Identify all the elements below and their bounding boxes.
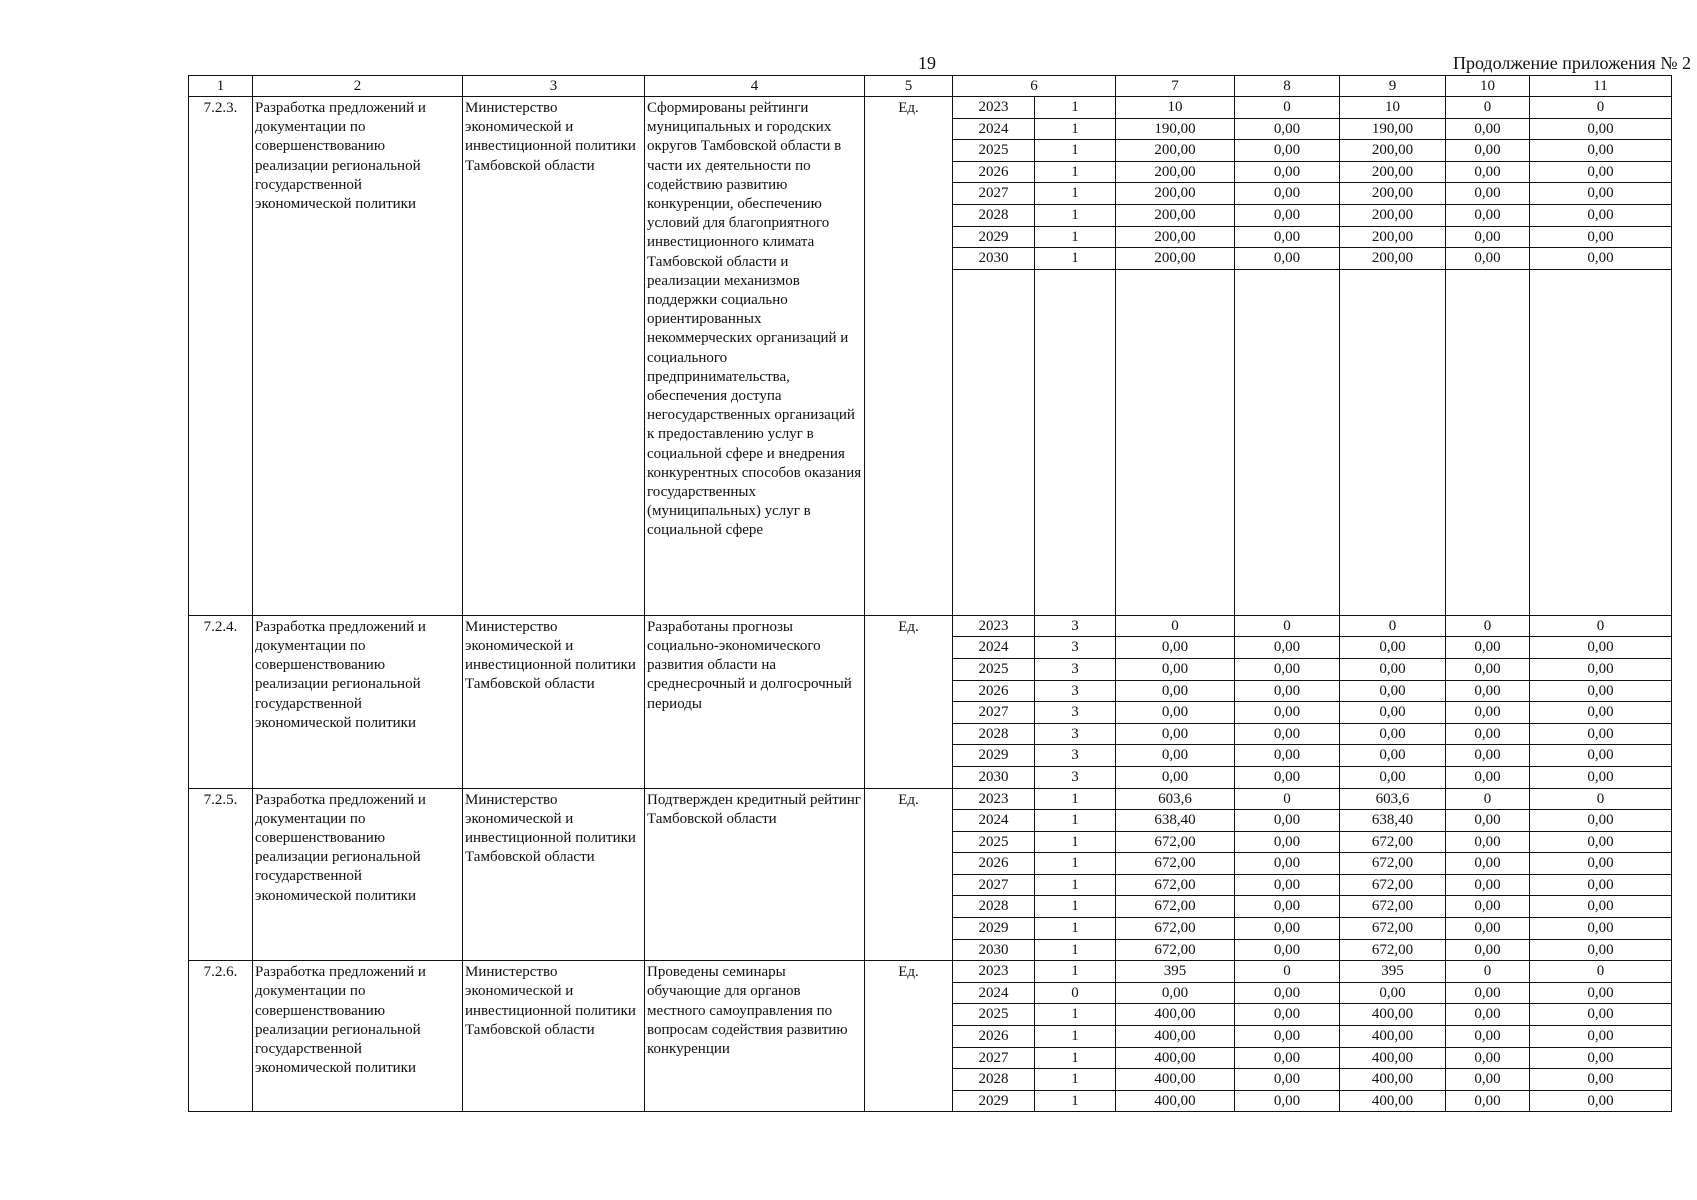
total-amount: 10 bbox=[1116, 97, 1235, 119]
local-budget: 0,00 bbox=[1446, 248, 1530, 270]
other-sources: 0,00 bbox=[1530, 702, 1672, 724]
year: 2030 bbox=[953, 248, 1035, 270]
total-amount: 200,00 bbox=[1116, 140, 1235, 162]
local-budget: 0,00 bbox=[1446, 204, 1530, 226]
other-sources: 0,00 bbox=[1530, 226, 1672, 248]
year: 2026 bbox=[953, 680, 1035, 702]
local-budget: 0,00 bbox=[1446, 1069, 1530, 1091]
indicator-value: 1 bbox=[1035, 183, 1116, 205]
total-amount: 200,00 bbox=[1116, 204, 1235, 226]
other-sources: 0 bbox=[1530, 961, 1672, 983]
other-sources: 0,00 bbox=[1530, 896, 1672, 918]
other-sources: 0,00 bbox=[1530, 874, 1672, 896]
local-budget: 0,00 bbox=[1446, 658, 1530, 680]
regional-budget: 10 bbox=[1340, 97, 1446, 119]
other-sources: 0,00 bbox=[1530, 658, 1672, 680]
regional-budget: 672,00 bbox=[1340, 874, 1446, 896]
indicator-value: 1 bbox=[1035, 1069, 1116, 1091]
program-table bbox=[188, 75, 1672, 1112]
federal-budget: 0,00 bbox=[1235, 680, 1340, 702]
local-budget: 0,00 bbox=[1446, 1047, 1530, 1069]
other-sources: 0,00 bbox=[1530, 723, 1672, 745]
other-sources: 0,00 bbox=[1530, 637, 1672, 659]
indicator-value: 1 bbox=[1035, 874, 1116, 896]
total-amount: 395 bbox=[1116, 961, 1235, 983]
row-number: 7.2.5. bbox=[189, 788, 253, 961]
total-amount: 0,00 bbox=[1116, 982, 1235, 1004]
federal-budget: 0,00 bbox=[1235, 810, 1340, 832]
total-amount: 0,00 bbox=[1116, 723, 1235, 745]
table-row bbox=[189, 788, 1672, 810]
total-amount: 400,00 bbox=[1116, 1090, 1235, 1112]
empty-cell bbox=[1446, 269, 1530, 615]
regional-budget: 672,00 bbox=[1340, 939, 1446, 961]
result-description: Разработаны прогнозы социально-экономического развития области на среднесрочный и долгосрочный периоды bbox=[645, 615, 865, 788]
local-budget: 0,00 bbox=[1446, 702, 1530, 724]
year: 2028 bbox=[953, 723, 1035, 745]
table-row bbox=[189, 615, 1672, 637]
federal-budget: 0,00 bbox=[1235, 918, 1340, 940]
federal-budget: 0,00 bbox=[1235, 118, 1340, 140]
year: 2024 bbox=[953, 118, 1035, 140]
year: 2024 bbox=[953, 810, 1035, 832]
local-budget: 0,00 bbox=[1446, 831, 1530, 853]
regional-budget: 0,00 bbox=[1340, 702, 1446, 724]
row-number: 7.2.4. bbox=[189, 615, 253, 788]
total-amount: 672,00 bbox=[1116, 918, 1235, 940]
federal-budget: 0,00 bbox=[1235, 226, 1340, 248]
column-header: 11 bbox=[1530, 76, 1672, 97]
total-amount: 400,00 bbox=[1116, 1069, 1235, 1091]
local-budget: 0,00 bbox=[1446, 982, 1530, 1004]
unit-of-measure: Ед. bbox=[865, 961, 953, 1112]
column-header: 7 bbox=[1116, 76, 1235, 97]
total-amount: 0 bbox=[1116, 615, 1235, 637]
federal-budget: 0,00 bbox=[1235, 140, 1340, 162]
regional-budget: 395 bbox=[1340, 961, 1446, 983]
regional-budget: 672,00 bbox=[1340, 896, 1446, 918]
other-sources: 0,00 bbox=[1530, 248, 1672, 270]
regional-budget: 0,00 bbox=[1340, 658, 1446, 680]
federal-budget: 0,00 bbox=[1235, 1004, 1340, 1026]
indicator-value: 1 bbox=[1035, 140, 1116, 162]
local-budget: 0,00 bbox=[1446, 896, 1530, 918]
total-amount: 672,00 bbox=[1116, 831, 1235, 853]
year: 2025 bbox=[953, 658, 1035, 680]
local-budget: 0,00 bbox=[1446, 140, 1530, 162]
regional-budget: 0,00 bbox=[1340, 680, 1446, 702]
federal-budget: 0,00 bbox=[1235, 1090, 1340, 1112]
row-number: 7.2.3. bbox=[189, 97, 253, 616]
indicator-value: 1 bbox=[1035, 853, 1116, 875]
total-amount: 672,00 bbox=[1116, 896, 1235, 918]
federal-budget: 0,00 bbox=[1235, 161, 1340, 183]
total-amount: 0,00 bbox=[1116, 745, 1235, 767]
total-amount: 603,6 bbox=[1116, 788, 1235, 810]
result-description: Подтвержден кредитный рейтинг Тамбовской области bbox=[645, 788, 865, 961]
column-header: 4 bbox=[645, 76, 865, 97]
regional-budget: 200,00 bbox=[1340, 226, 1446, 248]
year: 2024 bbox=[953, 637, 1035, 659]
regional-budget: 0,00 bbox=[1340, 723, 1446, 745]
year: 2027 bbox=[953, 874, 1035, 896]
local-budget: 0,00 bbox=[1446, 161, 1530, 183]
federal-budget: 0 bbox=[1235, 615, 1340, 637]
total-amount: 400,00 bbox=[1116, 1026, 1235, 1048]
executor-name: Министерство экономической и инвестиционной политики Тамбовской области bbox=[463, 961, 645, 1112]
regional-budget: 0,00 bbox=[1340, 766, 1446, 788]
other-sources: 0,00 bbox=[1530, 810, 1672, 832]
indicator-value: 1 bbox=[1035, 961, 1116, 983]
indicator-value: 1 bbox=[1035, 161, 1116, 183]
federal-budget: 0,00 bbox=[1235, 702, 1340, 724]
local-budget: 0,00 bbox=[1446, 226, 1530, 248]
column-header: 2 bbox=[253, 76, 463, 97]
total-amount: 0,00 bbox=[1116, 766, 1235, 788]
local-budget: 0,00 bbox=[1446, 939, 1530, 961]
year: 2028 bbox=[953, 204, 1035, 226]
regional-budget: 200,00 bbox=[1340, 204, 1446, 226]
indicator-value: 0 bbox=[1035, 982, 1116, 1004]
federal-budget: 0 bbox=[1235, 97, 1340, 119]
year: 2027 bbox=[953, 702, 1035, 724]
regional-budget: 0,00 bbox=[1340, 637, 1446, 659]
year: 2029 bbox=[953, 745, 1035, 767]
empty-cell bbox=[1116, 269, 1235, 615]
local-budget: 0,00 bbox=[1446, 723, 1530, 745]
column-header: 6 bbox=[953, 76, 1116, 97]
other-sources: 0,00 bbox=[1530, 766, 1672, 788]
regional-budget: 190,00 bbox=[1340, 118, 1446, 140]
local-budget: 0,00 bbox=[1446, 766, 1530, 788]
federal-budget: 0,00 bbox=[1235, 637, 1340, 659]
indicator-value: 1 bbox=[1035, 1026, 1116, 1048]
local-budget: 0,00 bbox=[1446, 810, 1530, 832]
year: 2026 bbox=[953, 853, 1035, 875]
federal-budget: 0,00 bbox=[1235, 723, 1340, 745]
result-description: Проведены семинары обучающие для органов местного самоуправления по вопросам содействия развитию конкуренции bbox=[645, 961, 865, 1112]
federal-budget: 0,00 bbox=[1235, 745, 1340, 767]
empty-cell bbox=[1340, 269, 1446, 615]
federal-budget: 0,00 bbox=[1235, 896, 1340, 918]
federal-budget: 0,00 bbox=[1235, 1026, 1340, 1048]
year: 2027 bbox=[953, 183, 1035, 205]
regional-budget: 0,00 bbox=[1340, 745, 1446, 767]
federal-budget: 0,00 bbox=[1235, 204, 1340, 226]
empty-cell bbox=[1035, 269, 1116, 615]
federal-budget: 0,00 bbox=[1235, 1069, 1340, 1091]
local-budget: 0,00 bbox=[1446, 1026, 1530, 1048]
column-number-row bbox=[189, 76, 1672, 97]
empty-cell bbox=[1235, 269, 1340, 615]
event-name: Разработка предложений и документации по совершенствованию реализации региональной государственной экономической политики bbox=[253, 615, 463, 788]
other-sources: 0,00 bbox=[1530, 853, 1672, 875]
indicator-value: 3 bbox=[1035, 745, 1116, 767]
indicator-value: 3 bbox=[1035, 723, 1116, 745]
federal-budget: 0 bbox=[1235, 788, 1340, 810]
other-sources: 0,00 bbox=[1530, 939, 1672, 961]
empty-cell bbox=[1530, 269, 1672, 615]
local-budget: 0,00 bbox=[1446, 918, 1530, 940]
year: 2023 bbox=[953, 615, 1035, 637]
year: 2025 bbox=[953, 140, 1035, 162]
column-header: 9 bbox=[1340, 76, 1446, 97]
other-sources: 0,00 bbox=[1530, 118, 1672, 140]
indicator-value: 1 bbox=[1035, 1047, 1116, 1069]
column-header: 8 bbox=[1235, 76, 1340, 97]
event-name: Разработка предложений и документации по совершенствованию реализации региональной государственной экономической политики bbox=[253, 961, 463, 1112]
other-sources: 0,00 bbox=[1530, 918, 1672, 940]
indicator-value: 1 bbox=[1035, 1090, 1116, 1112]
year: 2029 bbox=[953, 226, 1035, 248]
local-budget: 0 bbox=[1446, 615, 1530, 637]
table-row bbox=[189, 97, 1672, 119]
other-sources: 0,00 bbox=[1530, 1090, 1672, 1112]
regional-budget: 200,00 bbox=[1340, 248, 1446, 270]
regional-budget: 638,40 bbox=[1340, 810, 1446, 832]
year: 2030 bbox=[953, 939, 1035, 961]
other-sources: 0,00 bbox=[1530, 161, 1672, 183]
indicator-value: 1 bbox=[1035, 788, 1116, 810]
other-sources: 0,00 bbox=[1530, 745, 1672, 767]
total-amount: 200,00 bbox=[1116, 183, 1235, 205]
other-sources: 0,00 bbox=[1530, 680, 1672, 702]
local-budget: 0,00 bbox=[1446, 680, 1530, 702]
indicator-value: 1 bbox=[1035, 204, 1116, 226]
regional-budget: 603,6 bbox=[1340, 788, 1446, 810]
other-sources: 0,00 bbox=[1530, 1069, 1672, 1091]
total-amount: 0,00 bbox=[1116, 702, 1235, 724]
total-amount: 200,00 bbox=[1116, 226, 1235, 248]
other-sources: 0,00 bbox=[1530, 140, 1672, 162]
regional-budget: 200,00 bbox=[1340, 140, 1446, 162]
page-number: 19 bbox=[918, 53, 936, 73]
other-sources: 0 bbox=[1530, 788, 1672, 810]
unit-of-measure: Ед. bbox=[865, 788, 953, 961]
indicator-value: 1 bbox=[1035, 1004, 1116, 1026]
total-amount: 400,00 bbox=[1116, 1047, 1235, 1069]
local-budget: 0 bbox=[1446, 961, 1530, 983]
year: 2029 bbox=[953, 918, 1035, 940]
unit-of-measure: Ед. bbox=[865, 615, 953, 788]
regional-budget: 0,00 bbox=[1340, 982, 1446, 1004]
total-amount: 672,00 bbox=[1116, 853, 1235, 875]
indicator-value: 3 bbox=[1035, 615, 1116, 637]
other-sources: 0,00 bbox=[1530, 831, 1672, 853]
indicator-value: 1 bbox=[1035, 118, 1116, 140]
year: 2026 bbox=[953, 1026, 1035, 1048]
federal-budget: 0,00 bbox=[1235, 1047, 1340, 1069]
indicator-value: 1 bbox=[1035, 831, 1116, 853]
total-amount: 638,40 bbox=[1116, 810, 1235, 832]
federal-budget: 0,00 bbox=[1235, 248, 1340, 270]
federal-budget: 0,00 bbox=[1235, 853, 1340, 875]
other-sources: 0 bbox=[1530, 615, 1672, 637]
year: 2027 bbox=[953, 1047, 1035, 1069]
regional-budget: 400,00 bbox=[1340, 1047, 1446, 1069]
year: 2025 bbox=[953, 1004, 1035, 1026]
regional-budget: 200,00 bbox=[1340, 183, 1446, 205]
continuation-caption: Продолжение приложения № 2 bbox=[1452, 53, 1691, 73]
total-amount: 400,00 bbox=[1116, 1004, 1235, 1026]
federal-budget: 0 bbox=[1235, 961, 1340, 983]
local-budget: 0 bbox=[1446, 788, 1530, 810]
executor-name: Министерство экономической и инвестиционной политики Тамбовской области bbox=[463, 615, 645, 788]
total-amount: 190,00 bbox=[1116, 118, 1235, 140]
total-amount: 200,00 bbox=[1116, 161, 1235, 183]
indicator-value: 1 bbox=[1035, 918, 1116, 940]
year: 2023 bbox=[953, 97, 1035, 119]
indicator-value: 3 bbox=[1035, 680, 1116, 702]
other-sources: 0,00 bbox=[1530, 982, 1672, 1004]
federal-budget: 0,00 bbox=[1235, 982, 1340, 1004]
empty-cell bbox=[953, 269, 1035, 615]
local-budget: 0,00 bbox=[1446, 745, 1530, 767]
regional-budget: 672,00 bbox=[1340, 918, 1446, 940]
other-sources: 0 bbox=[1530, 97, 1672, 119]
local-budget: 0,00 bbox=[1446, 118, 1530, 140]
column-header: 10 bbox=[1446, 76, 1530, 97]
indicator-value: 1 bbox=[1035, 248, 1116, 270]
other-sources: 0,00 bbox=[1530, 1047, 1672, 1069]
indicator-value: 1 bbox=[1035, 97, 1116, 119]
other-sources: 0,00 bbox=[1530, 1026, 1672, 1048]
column-header: 5 bbox=[865, 76, 953, 97]
regional-budget: 400,00 bbox=[1340, 1026, 1446, 1048]
executor-name: Министерство экономической и инвестиционной политики Тамбовской области bbox=[463, 97, 645, 616]
year: 2025 bbox=[953, 831, 1035, 853]
row-number: 7.2.6. bbox=[189, 961, 253, 1112]
local-budget: 0,00 bbox=[1446, 874, 1530, 896]
total-amount: 200,00 bbox=[1116, 248, 1235, 270]
federal-budget: 0,00 bbox=[1235, 939, 1340, 961]
year: 2029 bbox=[953, 1090, 1035, 1112]
result-description: Сформированы рейтинги муниципальных и городских округов Тамбовской области в части их деятельности по содействию развитию конкуренции, обеспечению условий для благоприятного инвестиционного климата Тамбовской области и реализации механизмов поддержки социально ориентированных некоммерческих организаций и социального предпринимательства, обеспечения доступа негосударственных организаций к предоставлению услуг в социальной сфере и внедрения конкурентных способов оказания государственных (муниципальных) услуг в социальной сфере bbox=[645, 97, 865, 616]
event-name: Разработка предложений и документации по совершенствованию реализации региональной государственной экономической политики bbox=[253, 97, 463, 616]
regional-budget: 0 bbox=[1340, 615, 1446, 637]
indicator-value: 1 bbox=[1035, 939, 1116, 961]
total-amount: 0,00 bbox=[1116, 658, 1235, 680]
year: 2023 bbox=[953, 961, 1035, 983]
local-budget: 0,00 bbox=[1446, 1090, 1530, 1112]
indicator-value: 1 bbox=[1035, 896, 1116, 918]
regional-budget: 672,00 bbox=[1340, 853, 1446, 875]
other-sources: 0,00 bbox=[1530, 204, 1672, 226]
total-amount: 672,00 bbox=[1116, 874, 1235, 896]
regional-budget: 400,00 bbox=[1340, 1004, 1446, 1026]
indicator-value: 3 bbox=[1035, 766, 1116, 788]
local-budget: 0,00 bbox=[1446, 1004, 1530, 1026]
federal-budget: 0,00 bbox=[1235, 658, 1340, 680]
year: 2026 bbox=[953, 161, 1035, 183]
local-budget: 0,00 bbox=[1446, 637, 1530, 659]
other-sources: 0,00 bbox=[1530, 1004, 1672, 1026]
other-sources: 0,00 bbox=[1530, 183, 1672, 205]
regional-budget: 672,00 bbox=[1340, 831, 1446, 853]
regional-budget: 200,00 bbox=[1340, 161, 1446, 183]
year: 2028 bbox=[953, 1069, 1035, 1091]
federal-budget: 0,00 bbox=[1235, 874, 1340, 896]
year: 2023 bbox=[953, 788, 1035, 810]
indicator-value: 3 bbox=[1035, 637, 1116, 659]
indicator-value: 1 bbox=[1035, 226, 1116, 248]
local-budget: 0,00 bbox=[1446, 183, 1530, 205]
total-amount: 0,00 bbox=[1116, 637, 1235, 659]
indicator-value: 3 bbox=[1035, 658, 1116, 680]
column-header: 1 bbox=[189, 76, 253, 97]
event-name: Разработка предложений и документации по совершенствованию реализации региональной государственной экономической политики bbox=[253, 788, 463, 961]
table-row bbox=[189, 961, 1672, 983]
total-amount: 0,00 bbox=[1116, 680, 1235, 702]
regional-budget: 400,00 bbox=[1340, 1090, 1446, 1112]
total-amount: 672,00 bbox=[1116, 939, 1235, 961]
federal-budget: 0,00 bbox=[1235, 766, 1340, 788]
year: 2030 bbox=[953, 766, 1035, 788]
regional-budget: 400,00 bbox=[1340, 1069, 1446, 1091]
column-header: 3 bbox=[463, 76, 645, 97]
local-budget: 0,00 bbox=[1446, 853, 1530, 875]
year: 2024 bbox=[953, 982, 1035, 1004]
executor-name: Министерство экономической и инвестиционной политики Тамбовской области bbox=[463, 788, 645, 961]
indicator-value: 1 bbox=[1035, 810, 1116, 832]
year: 2028 bbox=[953, 896, 1035, 918]
local-budget: 0 bbox=[1446, 97, 1530, 119]
indicator-value: 3 bbox=[1035, 702, 1116, 724]
federal-budget: 0,00 bbox=[1235, 183, 1340, 205]
federal-budget: 0,00 bbox=[1235, 831, 1340, 853]
unit-of-measure: Ед. bbox=[865, 97, 953, 616]
